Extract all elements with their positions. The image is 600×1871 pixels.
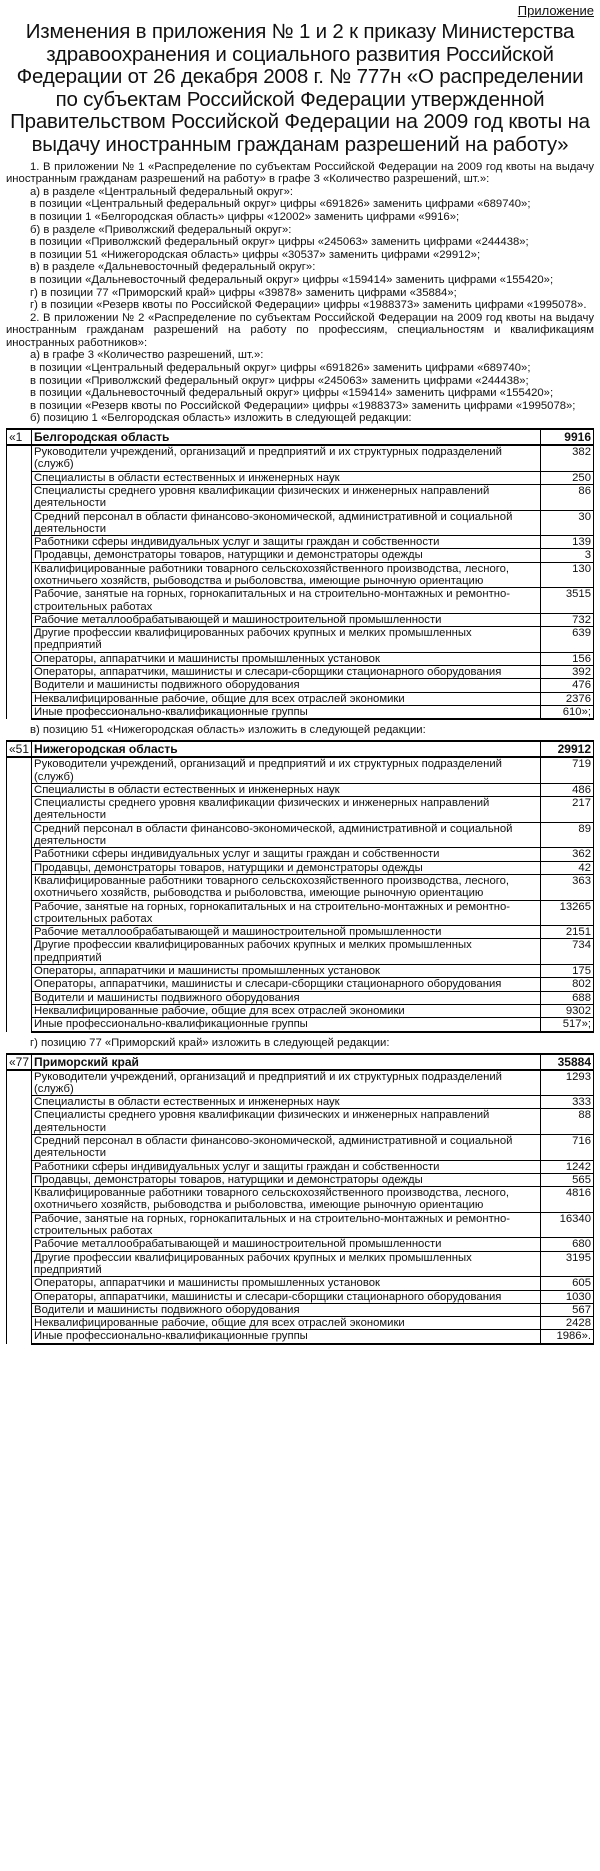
- table-row: [7, 822, 594, 848]
- blank-index-cell: [7, 692, 32, 705]
- quota-value: 13265: [541, 900, 594, 926]
- blank-index-cell: [7, 666, 32, 679]
- blank-index-cell: [7, 1134, 32, 1160]
- blank-index-cell: [7, 861, 32, 874]
- blank-index-cell: [7, 652, 32, 665]
- paragraph: в позиции «Приволжский федеральный округ» цифры «245063» заменить цифрами «244438»;: [30, 374, 529, 387]
- quota-value: 1030: [541, 1290, 594, 1303]
- quota-value: 732: [541, 613, 594, 626]
- region-name: Приморский край: [32, 1054, 541, 1070]
- table-row: [7, 848, 594, 861]
- occupation-group: Руководители учреждений, организаций и предприятий и их структурных подразделений (служб): [32, 1070, 541, 1096]
- table-row: [7, 1330, 594, 1344]
- quota-value: 156: [541, 652, 594, 665]
- blank-index-cell: [7, 679, 32, 692]
- region-quota-table: [6, 428, 594, 720]
- occupation-group: Квалифицированные работники товарного сельскохозяйственного производства, лесного, охотничьего хозяйств, рыбоводства и рыболовства, имеющие рыночную ориентацию: [32, 1187, 541, 1213]
- quota-value: 30: [541, 510, 594, 536]
- quota-value: 605: [541, 1277, 594, 1290]
- paragraph: в позиции «Центральный федеральный округ» цифры «691826» заменить цифрами «689740»;: [30, 362, 531, 375]
- table-row: [7, 536, 594, 549]
- quota-value: 476: [541, 679, 594, 692]
- region-total: 35884: [541, 1054, 594, 1070]
- occupation-group: Неквалифицированные рабочие, общие для всех отраслей экономики: [32, 692, 541, 705]
- occupation-group: Водители и машинисты подвижного оборудования: [32, 1303, 541, 1316]
- table-row: [7, 484, 594, 510]
- table-row: [7, 1134, 594, 1160]
- table-row: [7, 679, 594, 692]
- table-row: [7, 1317, 594, 1330]
- table-row: [7, 510, 594, 536]
- blank-index-cell: [7, 588, 32, 614]
- quota-value: 517»;: [541, 1018, 594, 1032]
- blank-index-cell: [7, 1303, 32, 1316]
- blank-index-cell: [7, 1160, 32, 1173]
- table-row: [7, 1212, 594, 1238]
- occupation-group: Специалисты в области естественных и инженерных наук: [32, 471, 541, 484]
- blank-index-cell: [7, 627, 32, 653]
- occupation-group: Операторы, аппаратчики, машинисты и слесари-сборщики стационарного оборудования: [32, 1290, 541, 1303]
- occupation-group: Руководители учреждений, организаций и предприятий и их структурных подразделений (служб): [32, 757, 541, 783]
- table-row: [7, 627, 594, 653]
- occupation-group: Специалисты в области естественных и инженерных наук: [32, 783, 541, 796]
- blank-index-cell: [7, 536, 32, 549]
- blank-index-cell: [7, 1173, 32, 1186]
- table-row: [7, 613, 594, 626]
- table-row: [7, 797, 594, 823]
- amendments-text: [6, 161, 594, 425]
- occupation-group: Иные профессионально-квалификационные группы: [32, 705, 541, 719]
- occupation-group: Рабочие металлообрабатывающей и машиностроительной промышленности: [32, 613, 541, 626]
- table-row: [7, 1096, 594, 1109]
- table-row: [7, 783, 594, 796]
- blank-index-cell: [7, 562, 32, 588]
- table-row: [7, 445, 594, 471]
- blank-index-cell: [7, 1018, 32, 1032]
- quota-value: 130: [541, 562, 594, 588]
- table-row: [7, 1173, 594, 1186]
- quota-value: 175: [541, 965, 594, 978]
- occupation-group: Рабочие, занятые на горных, горнокапитальных и на строительно-монтажных и ремонтно-строительных работах: [32, 900, 541, 926]
- table-row: [7, 1109, 594, 1135]
- occupation-group: Операторы, аппаратчики и машинисты промышленных установок: [32, 652, 541, 665]
- table-row: [7, 861, 594, 874]
- quota-value: 716: [541, 1134, 594, 1160]
- occupation-group: Специалисты в области естественных и инженерных наук: [32, 1096, 541, 1109]
- document-title: Изменения в приложения № 1 и 2 к приказу Министерства здравоохранения и социального развития Российской Федерации от 26 декабря 2008 г. № 777н «О распределении по субъектам Российской Федерации утвержденной Правительством Российской Федерации на 2009 год квоты на выдачу иностранным гражданам разрешений на работу»: [10, 20, 590, 156]
- quota-value: 362: [541, 848, 594, 861]
- blank-index-cell: [7, 926, 32, 939]
- occupation-group: Неквалифицированные рабочие, общие для всех отраслей экономики: [32, 1317, 541, 1330]
- quota-value: 3195: [541, 1251, 594, 1277]
- occupation-group: Иные профессионально-квалификационные группы: [32, 1330, 541, 1344]
- quota-value: 567: [541, 1303, 594, 1316]
- paragraph: г) в позиции 77 «Приморский край» цифры «39878» заменить цифрами «35884»;: [30, 286, 457, 299]
- quota-value: 382: [541, 445, 594, 471]
- table-row: [7, 900, 594, 926]
- table-row: [7, 666, 594, 679]
- quota-value: 610»;: [541, 705, 594, 719]
- blank-index-cell: [7, 1212, 32, 1238]
- region-name: Белгородская область: [32, 429, 541, 445]
- blank-index-cell: [7, 549, 32, 562]
- occupation-group: Средний персонал в области финансово-экономической, административной и социальной деятельности: [32, 1134, 541, 1160]
- occupation-group: Средний персонал в области финансово-экономической, административной и социальной деятельности: [32, 822, 541, 848]
- blank-index-cell: [7, 965, 32, 978]
- table-row: [7, 926, 594, 939]
- paragraph: в) в разделе «Дальневосточный федеральный округ»:: [30, 261, 316, 274]
- blank-index-cell: [7, 874, 32, 900]
- blank-index-cell: [7, 939, 32, 965]
- paragraph: б) позицию 1 «Белгородская область» изложить в следующей редакции:: [30, 412, 412, 425]
- blank-index-cell: [7, 783, 32, 796]
- blank-index-cell: [7, 822, 32, 848]
- occupation-group: Операторы, аппаратчики и машинисты промышленных установок: [32, 1277, 541, 1290]
- blank-index-cell: [7, 471, 32, 484]
- paragraph: в позиции «Дальневосточный федеральный округ» цифры «159414» заменить цифрами «155420»;: [30, 387, 554, 400]
- quota-value: 139: [541, 536, 594, 549]
- occupation-group: Специалисты среднего уровня квалификации физических и инженерных направлений деятельности: [32, 484, 541, 510]
- table-intro: г) позицию 77 «Приморский край» изложить в следующей редакции:: [30, 1036, 390, 1049]
- table-row: [7, 652, 594, 665]
- quota-value: 2376: [541, 692, 594, 705]
- quota-value: 42: [541, 861, 594, 874]
- quota-value: 565: [541, 1173, 594, 1186]
- table-row: [7, 757, 594, 783]
- blank-index-cell: [7, 510, 32, 536]
- blank-index-cell: [7, 1096, 32, 1109]
- table-row: [7, 1290, 594, 1303]
- quota-value: 9302: [541, 1004, 594, 1017]
- table-row: [7, 1070, 594, 1096]
- table-row: [7, 965, 594, 978]
- occupation-group: Работники сферы индивидуальных услуг и защиты граждан и собственности: [32, 536, 541, 549]
- quota-value: 734: [541, 939, 594, 965]
- occupation-group: Другие профессии квалифицированных рабочих крупных и мелких промышленных предприятий: [32, 1251, 541, 1277]
- region-total: 9916: [541, 429, 594, 445]
- table-row: [7, 978, 594, 991]
- quota-value: 802: [541, 978, 594, 991]
- blank-index-cell: [7, 900, 32, 926]
- table-row: [7, 1251, 594, 1277]
- blank-index-cell: [7, 757, 32, 783]
- region-index: «51: [7, 741, 32, 757]
- region-header-row: [7, 429, 594, 445]
- blank-index-cell: [7, 1277, 32, 1290]
- table-row: [7, 1004, 594, 1017]
- table-row: [7, 588, 594, 614]
- occupation-group: Водители и машинисты подвижного оборудования: [32, 991, 541, 1004]
- region-quota-table: [6, 1053, 594, 1345]
- paragraph: б) в разделе «Приволжский федеральный округ»:: [30, 223, 292, 236]
- quota-value: 2428: [541, 1317, 594, 1330]
- blank-index-cell: [7, 978, 32, 991]
- region-total: 29912: [541, 741, 594, 757]
- table-row: [7, 705, 594, 719]
- quota-value: 1293: [541, 1070, 594, 1096]
- paragraph: в позиции «Приволжский федеральный округ» цифры «245063» заменить цифрами «244438»;: [30, 236, 529, 249]
- quota-value: 3515: [541, 588, 594, 614]
- table-row: [7, 1238, 594, 1251]
- table-intro: в) позицию 51 «Нижегородская область» изложить в следующей редакции:: [30, 724, 426, 737]
- occupation-group: Рабочие, занятые на горных, горнокапитальных и на строительно-монтажных и ремонтно-строительных работах: [32, 1212, 541, 1238]
- occupation-group: Рабочие, занятые на горных, горнокапитальных и на строительно-монтажных и ремонтно-строительных работах: [32, 588, 541, 614]
- occupation-group: Рабочие металлообрабатывающей и машиностроительной промышленности: [32, 1238, 541, 1251]
- table-row: [7, 549, 594, 562]
- table-row: [7, 1303, 594, 1316]
- occupation-group: Специалисты среднего уровня квалификации физических и инженерных направлений деятельности: [32, 1109, 541, 1135]
- quota-value: 363: [541, 874, 594, 900]
- occupation-group: Руководители учреждений, организаций и предприятий и их структурных подразделений (служб): [32, 445, 541, 471]
- table-row: [7, 471, 594, 484]
- table-row: [7, 1018, 594, 1032]
- occupation-group: Неквалифицированные рабочие, общие для всех отраслей экономики: [32, 1004, 541, 1017]
- region-header-row: [7, 741, 594, 757]
- table-row: [7, 692, 594, 705]
- occupation-group: Продавцы, демонстраторы товаров, натурщики и демонстраторы одежды: [32, 1173, 541, 1186]
- quota-value: 1242: [541, 1160, 594, 1173]
- quota-value: 4816: [541, 1187, 594, 1213]
- quota-value: 1986».: [541, 1330, 594, 1344]
- paragraph: 1. В приложении № 1 «Распределение по субъектам Российской Федерации на 2009 год квоты на выдачу иностранным гражданам разрешений на работу» в графе 3 «Количество разрешений, шт.»:: [6, 160, 594, 186]
- paragraph: в позиции 51 «Нижегородская область» цифры «30537» заменить цифрами «29912»;: [30, 248, 481, 261]
- region-header-row: [7, 1054, 594, 1070]
- blank-index-cell: [7, 1109, 32, 1135]
- occupation-group: Водители и машинисты подвижного оборудования: [32, 679, 541, 692]
- quota-value: 250: [541, 471, 594, 484]
- occupation-group: Продавцы, демонстраторы товаров, натурщики и демонстраторы одежды: [32, 861, 541, 874]
- appendix-label: Приложение: [517, 3, 594, 18]
- document-page: [6, 2, 594, 1349]
- quota-value: 89: [541, 822, 594, 848]
- blank-index-cell: [7, 705, 32, 719]
- blank-index-cell: [7, 1187, 32, 1213]
- blank-index-cell: [7, 1238, 32, 1251]
- quota-value: 392: [541, 666, 594, 679]
- occupation-group: Продавцы, демонстраторы товаров, натурщики и демонстраторы одежды: [32, 549, 541, 562]
- blank-index-cell: [7, 445, 32, 471]
- paragraph: г) в позиции «Резерв квоты по Российской Федерации» цифры «1988373» заменить цифрами «1995078».: [30, 299, 587, 312]
- occupation-group: Другие профессии квалифицированных рабочих крупных и мелких промышленных предприятий: [32, 939, 541, 965]
- quota-value: 639: [541, 627, 594, 653]
- occupation-group: Операторы, аппаратчики и машинисты промышленных установок: [32, 965, 541, 978]
- blank-index-cell: [7, 848, 32, 861]
- table-row: [7, 874, 594, 900]
- occupation-group: Работники сферы индивидуальных услуг и защиты граждан и собственности: [32, 1160, 541, 1173]
- blank-index-cell: [7, 613, 32, 626]
- blank-index-cell: [7, 1004, 32, 1017]
- blank-index-cell: [7, 1330, 32, 1344]
- table-row: [7, 562, 594, 588]
- occupation-group: Средний персонал в области финансово-экономической, административной и социальной деятельности: [32, 510, 541, 536]
- region-index: «1: [7, 429, 32, 445]
- blank-index-cell: [7, 991, 32, 1004]
- blank-index-cell: [7, 484, 32, 510]
- table-row: [7, 939, 594, 965]
- occupation-group: Другие профессии квалифицированных рабочих крупных и мелких промышленных предприятий: [32, 627, 541, 653]
- quota-value: 16340: [541, 1212, 594, 1238]
- blank-index-cell: [7, 1317, 32, 1330]
- occupation-group: Квалифицированные работники товарного сельскохозяйственного производства, лесного, охотничьего хозяйств, рыбоводства и рыболовства, имеющие рыночную ориентацию: [32, 874, 541, 900]
- quota-value: 719: [541, 757, 594, 783]
- quota-value: 486: [541, 783, 594, 796]
- blank-index-cell: [7, 797, 32, 823]
- quota-value: 3: [541, 549, 594, 562]
- paragraph: а) в графе 3 «Количество разрешений, шт.»:: [30, 349, 264, 362]
- paragraph: в позиции «Дальневосточный федеральный округ» цифры «159414» заменить цифрами «155420»;: [30, 273, 554, 286]
- occupation-group: Операторы, аппаратчики, машинисты и слесари-сборщики стационарного оборудования: [32, 666, 541, 679]
- quota-value: 217: [541, 797, 594, 823]
- paragraph: в позиции «Резерв квоты по Российской Федерации» цифры «1988373» заменить цифрами «1995078»;: [30, 399, 576, 412]
- table-row: [7, 991, 594, 1004]
- occupation-group: Рабочие металлообрабатывающей и машиностроительной промышленности: [32, 926, 541, 939]
- blank-index-cell: [7, 1070, 32, 1096]
- region-index: «77: [7, 1054, 32, 1070]
- quota-tables: [6, 428, 594, 1345]
- quota-value: 2151: [541, 926, 594, 939]
- blank-index-cell: [7, 1290, 32, 1303]
- occupation-group: Специалисты среднего уровня квалификации физических и инженерных направлений деятельности: [32, 797, 541, 823]
- paragraph: 2. В приложении № 2 «Распределение по субъектам Российской Федерации на 2009 год квоты на выдачу иностранным гражданам разрешений на работу по профессиям, специальностям и квалификациям иностранных работников»:: [6, 311, 594, 349]
- paragraph: в позиции 1 «Белгородская область» цифры «12002» заменить цифрами «9916»;: [30, 210, 460, 223]
- quota-value: 333: [541, 1096, 594, 1109]
- occupation-group: Иные профессионально-квалификационные группы: [32, 1018, 541, 1032]
- occupation-group: Работники сферы индивидуальных услуг и защиты граждан и собственности: [32, 848, 541, 861]
- quota-value: 88: [541, 1109, 594, 1135]
- occupation-group: Квалифицированные работники товарного сельскохозяйственного производства, лесного, охотничьего хозяйств, рыбоводства и рыболовства, имеющие рыночную ориентацию: [32, 562, 541, 588]
- paragraph: в позиции «Центральный федеральный округ» цифры «691826» заменить цифрами «689740»;: [30, 198, 531, 211]
- blank-index-cell: [7, 1251, 32, 1277]
- quota-value: 680: [541, 1238, 594, 1251]
- quota-value: 86: [541, 484, 594, 510]
- region-quota-table: [6, 740, 594, 1032]
- table-row: [7, 1277, 594, 1290]
- paragraph: а) в разделе «Центральный федеральный округ»:: [30, 185, 294, 198]
- occupation-group: Операторы, аппаратчики, машинисты и слесари-сборщики стационарного оборудования: [32, 978, 541, 991]
- table-row: [7, 1187, 594, 1213]
- table-row: [7, 1160, 594, 1173]
- quota-value: 688: [541, 991, 594, 1004]
- region-name: Нижегородская область: [32, 741, 541, 757]
